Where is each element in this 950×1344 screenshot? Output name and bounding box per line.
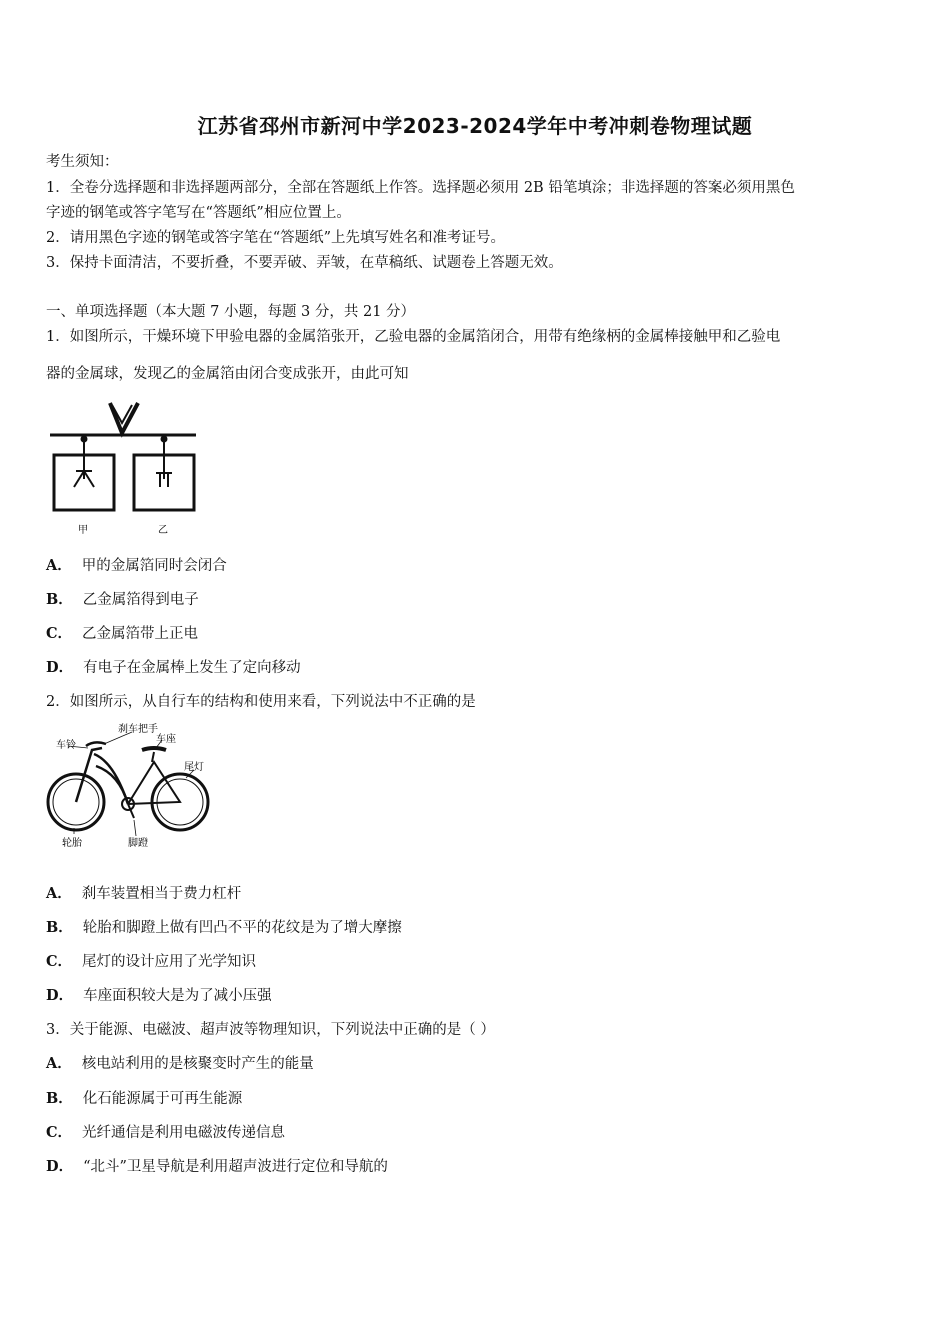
question-2-option-b: B． 轮胎和脚蹬上做有凹凸不平的花纹是为了增大摩擦 [46,919,402,936]
question-1-option-c: C． 乙金属箔带上正电 [46,625,199,642]
notice-item-1-line-2: 字迹的钢笔或答字笔写在“答题纸”相应位置上。 [46,205,351,221]
question-2-option-a: A． 刹车装置相当于费力杠杆 [46,885,242,902]
question-3-option-d: D． “北斗”卫星导航是利用超声波进行定位和导航的 [46,1158,388,1175]
electroscope-figure [46,395,206,540]
question-1-option-b: B． 乙金属箔得到电子 [46,591,199,608]
bicycle-handlebar [86,742,106,746]
question-3-option-a: A． 核电站利用的是核聚变时产生的能量 [46,1055,314,1072]
page-title: 江苏省邳州市新河中学2023-2024学年中考冲刺卷物理试题 [197,114,753,138]
bicycle-label-bell: 车铃 [56,740,76,751]
question-3-option-b: B． 化石能源属于可再生能源 [46,1090,243,1107]
bicycle-label-seat: 车座 [156,734,176,745]
notice-item-2: 2．请用黑色字迹的钢笔或答字笔在“答题纸”上先填写姓名和准考证号。 [46,230,506,246]
electroscope-left-foil [74,471,84,487]
electroscope-left-label: 甲 [78,525,88,536]
question-2-option-c: C． 尾灯的设计应用了光学知识 [46,953,257,970]
section-heading: 一、单项选择题（本大题 7 小题，每题 3 分，共 21 分） [46,304,416,320]
question-1-option-d: D． 有电子在金属棒上发生了定向移动 [46,659,301,676]
bicycle-label-pedal: 脚蹬 [128,838,148,849]
bicycle-front-wheel [48,774,104,830]
question-1-stem-line-1: 1．如图所示，干燥环境下甲验电器的金属箔张开，乙验电器的金属箔闭合，用带有绝缘柄的金属棒接触甲和乙验电 [46,329,781,345]
question-1-option-a: A． 甲的金属箔同时会闭合 [46,557,227,574]
notice-item-3: 3．保持卡面清洁，不要折叠，不要弄破、弄皱，在草稿纸、试题卷上答题无效。 [46,255,563,271]
bicycle-figure [44,722,214,852]
bicycle-label-tire: 轮胎 [62,838,82,849]
bicycle-label-brake: 刹车把手 [118,724,158,735]
notice-heading: 考生须知： [46,154,119,170]
question-2-option-d: D． 车座面积较大是为了减小压强 [46,987,272,1004]
question-3-stem: 3．关于能源、电磁波、超声波等物理知识，下列说法中正确的是（ ） [46,1022,495,1038]
question-1-stem-line-2: 器的金属球，发现乙的金属箔由闭合变成张开，由此可知 [46,366,409,382]
bicycle-label-taillight: 尾灯 [184,762,204,773]
question-3-option-c: C． 光纤通信是利用电磁波传递信息 [46,1124,286,1141]
question-2-stem: 2．如图所示，从自行车的结构和使用来看，下列说法中不正确的是 [46,694,476,710]
electroscope-right-label: 乙 [158,525,168,536]
notice-item-1-line-1: 1．全卷分选择题和非选择题两部分，全部在答题纸上作答。选择题必须用 2B 铅笔填涂；非选择题的答案必须用黑色 [46,180,795,196]
bicycle-seat [142,748,166,750]
